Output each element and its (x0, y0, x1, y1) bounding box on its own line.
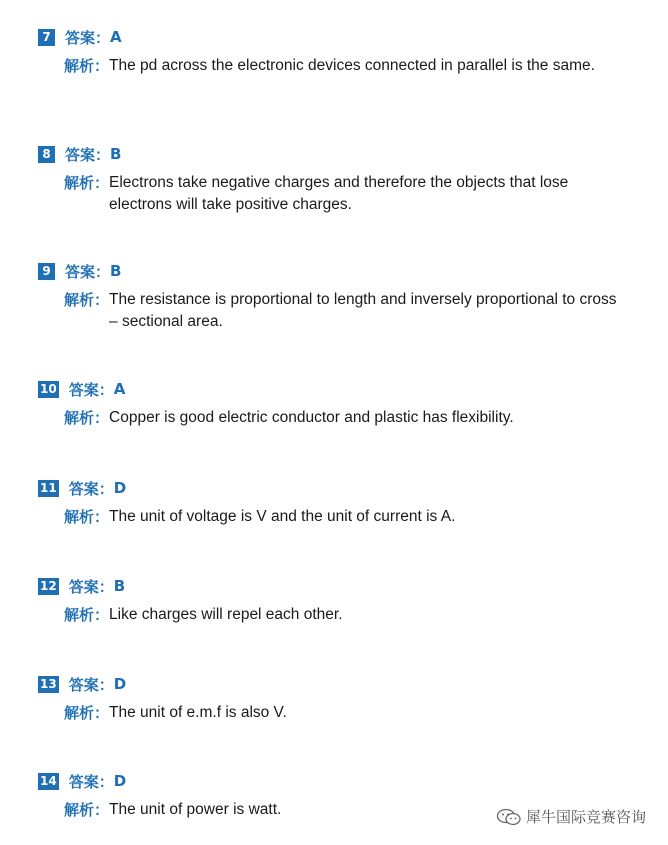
wechat-icon (496, 808, 522, 826)
explanation-text: The unit of power is watt. (109, 801, 282, 818)
answer-line (38, 261, 638, 281)
answer-line (38, 771, 638, 791)
answer-item-7 (38, 27, 638, 77)
question-number-badge: 14 (40, 773, 57, 788)
explanation-label: 解析： (64, 57, 110, 75)
answer-label: 答案： (65, 145, 111, 164)
question-number-badge: 7 (38, 29, 55, 46)
question-number-badge: 9 (38, 263, 55, 280)
answer-item-9 (38, 261, 638, 333)
question-number-badge: 10 (40, 381, 57, 396)
explanation-block (64, 55, 638, 77)
answer-value: B (113, 577, 126, 595)
explanation-text: Electrons take negative charges and therefore the objects that lose electrons will take positive charges. (109, 174, 569, 213)
explanation-text: Copper is good electric conductor and plastic has flexibility. (109, 409, 514, 426)
answer-label: 答案： (68, 675, 114, 694)
answer-item-13 (38, 674, 638, 724)
answer-line (38, 478, 638, 498)
explanation-text: The pd across the electronic devices connected in parallel is the same. (109, 57, 595, 74)
answer-line (38, 576, 638, 596)
question-number-badge: 13 (40, 676, 57, 691)
answer-item-11 (38, 478, 638, 528)
answer-item-10 (38, 379, 638, 429)
explanation-label: 解析： (64, 801, 110, 819)
explanation-label: 解析： (64, 174, 110, 192)
explanation-label: 解析： (64, 291, 110, 309)
explanation-block (64, 702, 638, 724)
answer-label: 答案： (65, 28, 111, 47)
explanation-label: 解析： (64, 508, 110, 526)
explanation-block (64, 604, 638, 626)
answer-line (38, 674, 638, 694)
answer-value: B (110, 145, 122, 163)
answer-value: A (113, 380, 126, 398)
answer-line (38, 379, 638, 399)
explanation-label: 解析： (64, 704, 110, 722)
answer-line (38, 144, 638, 164)
watermark-text: 犀牛国际竞赛咨询 (525, 808, 646, 826)
answer-label: 答案： (68, 772, 114, 791)
explanation-block (64, 506, 638, 528)
answer-value: D (113, 479, 127, 497)
answer-item-12 (38, 576, 638, 626)
explanation-block (64, 407, 638, 429)
question-number-badge: 11 (40, 480, 57, 495)
question-number-badge: 8 (38, 146, 55, 163)
answer-value: D (113, 675, 127, 693)
explanation-label: 解析： (64, 409, 110, 427)
answer-label: 答案： (68, 479, 114, 498)
answer-item-8 (38, 144, 638, 216)
question-number-badge: 12 (40, 578, 57, 593)
explanation-block (64, 172, 638, 216)
explanation-text: Like charges will repel each other. (109, 606, 343, 623)
explanation-text: The unit of e.m.f is also V. (109, 704, 287, 721)
answer-value: B (110, 262, 122, 280)
answer-value: A (110, 28, 122, 46)
explanation-block (64, 289, 638, 333)
answer-label: 答案： (68, 577, 114, 596)
explanation-label: 解析： (64, 606, 110, 624)
answer-value: D (113, 772, 127, 790)
explanation-text: The resistance is proportional to length and inversely proportional to cross – sectional area. (109, 291, 617, 330)
answer-label: 答案： (68, 380, 114, 399)
answer-line (38, 27, 638, 47)
watermark (496, 806, 646, 827)
explanation-text: The unit of voltage is V and the unit of current is A. (109, 508, 456, 525)
answer-label: 答案： (65, 262, 111, 281)
